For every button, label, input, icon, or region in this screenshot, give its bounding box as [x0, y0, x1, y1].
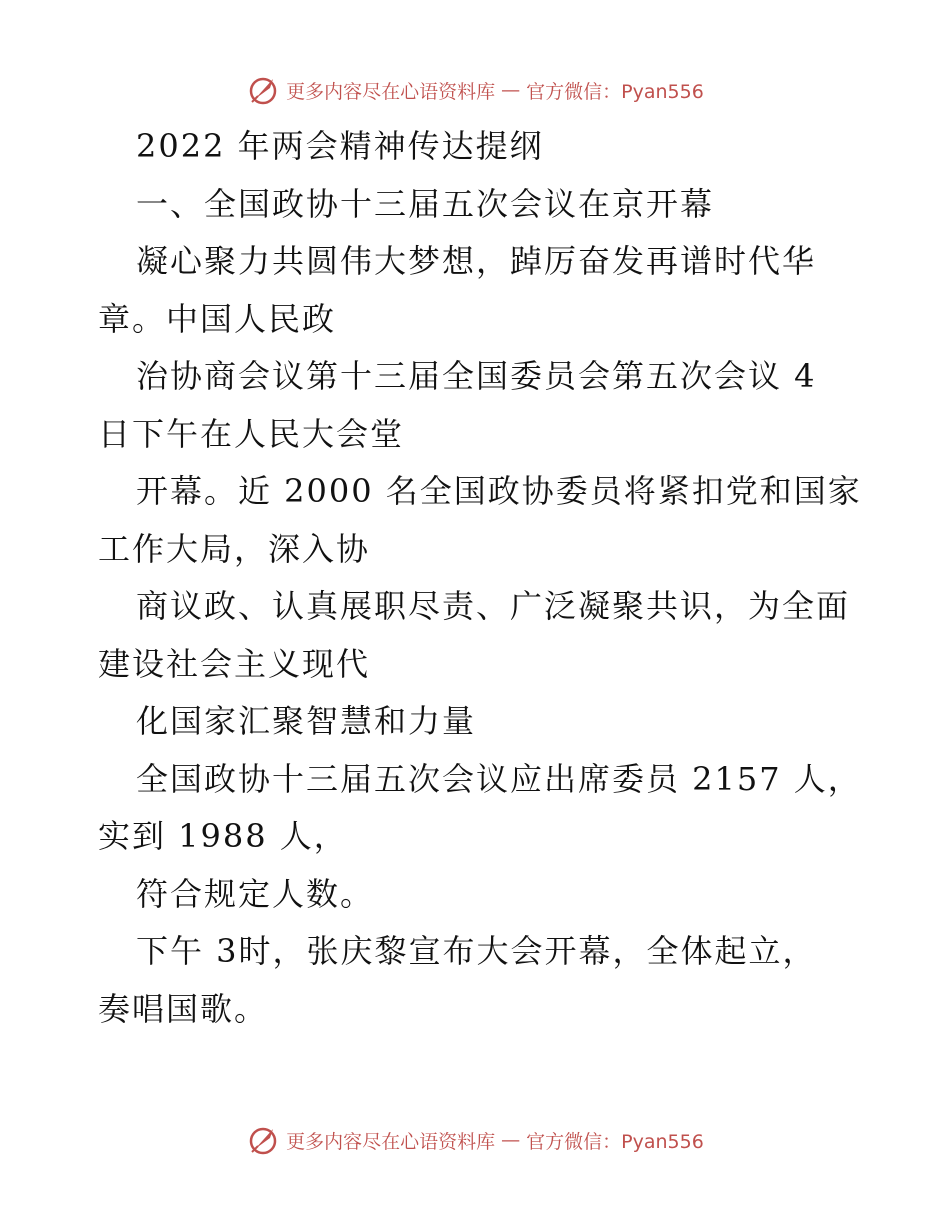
paragraph-line: 建设社会主义现代 [98, 644, 371, 683]
paragraph-line: 化国家汇聚智慧和力量 [136, 702, 477, 740]
banner-separator: — [501, 79, 521, 101]
paragraph-line: 开幕。近 2000 名全国政协委员将紧扣党和国家 [136, 472, 862, 510]
footer-banner [0, 1120, 950, 1160]
banner-wechat: 官方微信：Pyan556 [526, 80, 704, 103]
section-heading: 一、全国政协十三届五次会议在京开幕 [136, 184, 715, 223]
paragraph-line: 治协商会议第十三届全国委员会第五次会议 4 [136, 357, 817, 395]
paragraph-line: 章。中国人民政 [98, 299, 337, 338]
paragraph-line: 日下午在人民大会堂 [98, 414, 405, 453]
quill-logo-icon [246, 1123, 280, 1157]
banner-wechat: 官方微信：Pyan556 [526, 1130, 704, 1153]
paragraph-line: 凝心聚力共圆伟大梦想，踔厉奋发再谱时代华 [136, 242, 817, 280]
document-body [98, 118, 862, 1038]
paragraph-line: 符合规定人数。 [136, 874, 375, 913]
quill-logo-icon [246, 73, 280, 107]
header-banner [0, 70, 950, 110]
paragraph-line: 商议政、认真展职尽责、广泛凝聚共识，为全面 [136, 587, 851, 625]
banner-text: 更多内容尽在心语资料库 [286, 80, 496, 103]
paragraph-line: 全国政协十三届五次会议应出席委员 2157 人， [136, 759, 862, 798]
paragraph-line: 奏唱国歌。 [98, 989, 269, 1028]
banner-separator: — [501, 1129, 521, 1151]
doc-title: 2022 年两会精神传达提纲 [136, 127, 544, 165]
paragraph-line: 工作大局，深入协 [98, 529, 371, 568]
banner-text: 更多内容尽在心语资料库 [286, 1130, 496, 1153]
paragraph-line: 下午 3时，张庆黎宣布大会开幕，全体起立， [136, 932, 817, 970]
paragraph-line: 实到 1988 人， [98, 817, 348, 855]
